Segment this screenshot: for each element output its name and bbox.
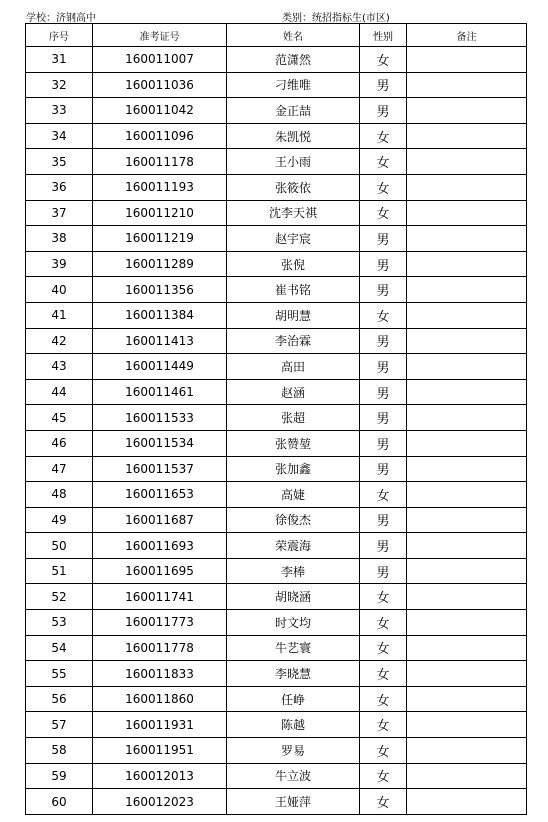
cell-name: 金正喆 (227, 98, 360, 124)
cell-gender: 女 (360, 200, 407, 226)
cell-name: 张赞堃 (227, 430, 360, 456)
cell-exam-id: 160011219 (93, 226, 227, 252)
cell-remarks (407, 456, 527, 482)
cell-exam-id: 160011687 (93, 507, 227, 533)
cell-name: 徐俊杰 (227, 507, 360, 533)
cell-exam-id: 160011534 (93, 430, 227, 456)
table-row (26, 200, 527, 226)
cell-name: 高田 (227, 354, 360, 380)
cell-index: 50 (26, 533, 93, 559)
table-row (26, 712, 527, 738)
cell-gender: 男 (360, 277, 407, 303)
cell-gender: 女 (360, 763, 407, 789)
cell-name: 崔书铭 (227, 277, 360, 303)
cell-remarks (407, 354, 527, 380)
cell-index: 42 (26, 328, 93, 354)
cell-index: 58 (26, 738, 93, 764)
cell-exam-id: 160012023 (93, 789, 227, 815)
cell-exam-id: 160011193 (93, 174, 227, 200)
table-row (26, 72, 527, 98)
cell-exam-id: 160011533 (93, 405, 227, 431)
cell-remarks (407, 226, 527, 252)
cell-index: 53 (26, 610, 93, 636)
cell-remarks (407, 430, 527, 456)
table-row (26, 277, 527, 303)
table-row (26, 251, 527, 277)
cell-name: 张筱依 (227, 174, 360, 200)
cell-remarks (407, 302, 527, 328)
cell-remarks (407, 610, 527, 636)
cell-remarks (407, 558, 527, 584)
cell-index: 46 (26, 430, 93, 456)
cell-name: 胡明慧 (227, 302, 360, 328)
table-row (26, 405, 527, 431)
cell-index: 39 (26, 251, 93, 277)
cell-index: 56 (26, 686, 93, 712)
cell-name: 牛立波 (227, 763, 360, 789)
cell-name: 沈李天祺 (227, 200, 360, 226)
table-row (26, 302, 527, 328)
cell-index: 60 (26, 789, 93, 815)
cell-gender: 女 (360, 738, 407, 764)
cell-exam-id: 160011693 (93, 533, 227, 559)
cell-remarks (407, 533, 527, 559)
cell-remarks (407, 789, 527, 815)
cell-name: 张加鑫 (227, 456, 360, 482)
cell-exam-id: 160011007 (93, 47, 227, 73)
cell-exam-id: 160011653 (93, 482, 227, 508)
cell-gender: 女 (360, 635, 407, 661)
cell-gender: 男 (360, 533, 407, 559)
cell-name: 王娅萍 (227, 789, 360, 815)
cell-remarks (407, 174, 527, 200)
cell-gender: 女 (360, 123, 407, 149)
cell-remarks (407, 712, 527, 738)
cell-index: 45 (26, 405, 93, 431)
cell-exam-id: 160011210 (93, 200, 227, 226)
cell-exam-id: 160011036 (93, 72, 227, 98)
cell-remarks (407, 379, 527, 405)
cell-index: 47 (26, 456, 93, 482)
cell-index: 49 (26, 507, 93, 533)
cell-gender: 男 (360, 354, 407, 380)
cell-exam-id: 160011931 (93, 712, 227, 738)
cell-gender: 男 (360, 507, 407, 533)
table-row (26, 430, 527, 456)
cell-index: 44 (26, 379, 93, 405)
table-row (26, 379, 527, 405)
column-header-index: 序号 (26, 24, 93, 47)
cell-remarks (407, 661, 527, 687)
table-row (26, 98, 527, 124)
cell-index: 38 (26, 226, 93, 252)
cell-name: 范潇然 (227, 47, 360, 73)
cell-remarks (407, 277, 527, 303)
cell-remarks (407, 584, 527, 610)
cell-name: 朱凯悦 (227, 123, 360, 149)
cell-index: 59 (26, 763, 93, 789)
column-header-exam-id: 准考证号 (93, 24, 227, 47)
table-row (26, 482, 527, 508)
cell-remarks (407, 635, 527, 661)
cell-name: 高婕 (227, 482, 360, 508)
cell-exam-id: 160011951 (93, 738, 227, 764)
cell-exam-id: 160011537 (93, 456, 227, 482)
cell-gender: 女 (360, 661, 407, 687)
cell-gender: 女 (360, 610, 407, 636)
cell-gender: 男 (360, 328, 407, 354)
cell-remarks (407, 686, 527, 712)
cell-index: 41 (26, 302, 93, 328)
cell-gender: 男 (360, 558, 407, 584)
cell-exam-id: 160011384 (93, 302, 227, 328)
cell-gender: 女 (360, 482, 407, 508)
cell-gender: 男 (360, 72, 407, 98)
cell-index: 51 (26, 558, 93, 584)
cell-exam-id: 160012013 (93, 763, 227, 789)
cell-gender: 女 (360, 584, 407, 610)
table-header-row (26, 24, 527, 47)
cell-name: 张倪 (227, 251, 360, 277)
cell-exam-id: 160011860 (93, 686, 227, 712)
cell-exam-id: 160011778 (93, 635, 227, 661)
cell-gender: 女 (360, 712, 407, 738)
cell-exam-id: 160011289 (93, 251, 227, 277)
cell-gender: 男 (360, 98, 407, 124)
roster-table (25, 23, 527, 815)
cell-remarks (407, 200, 527, 226)
cell-name: 时文均 (227, 610, 360, 636)
cell-index: 34 (26, 123, 93, 149)
cell-name: 荣震海 (227, 533, 360, 559)
cell-name: 罗易 (227, 738, 360, 764)
cell-gender: 男 (360, 379, 407, 405)
cell-name: 陈越 (227, 712, 360, 738)
cell-index: 35 (26, 149, 93, 175)
cell-remarks (407, 98, 527, 124)
cell-remarks (407, 47, 527, 73)
cell-remarks (407, 251, 527, 277)
table-row (26, 533, 527, 559)
cell-gender: 男 (360, 456, 407, 482)
cell-index: 55 (26, 661, 93, 687)
table-row (26, 456, 527, 482)
cell-name: 任峥 (227, 686, 360, 712)
cell-exam-id: 160011042 (93, 98, 227, 124)
cell-gender: 男 (360, 405, 407, 431)
table-row (26, 47, 527, 73)
cell-gender: 男 (360, 251, 407, 277)
cell-name: 赵宇宸 (227, 226, 360, 252)
cell-index: 52 (26, 584, 93, 610)
cell-remarks (407, 328, 527, 354)
cell-remarks (407, 149, 527, 175)
cell-exam-id: 160011096 (93, 123, 227, 149)
cell-index: 43 (26, 354, 93, 380)
cell-name: 赵涵 (227, 379, 360, 405)
table-body (26, 47, 527, 815)
table-row (26, 354, 527, 380)
table-row (26, 174, 527, 200)
cell-gender: 男 (360, 430, 407, 456)
cell-gender: 女 (360, 174, 407, 200)
cell-remarks (407, 123, 527, 149)
column-header-name: 姓名 (227, 24, 360, 47)
cell-index: 48 (26, 482, 93, 508)
cell-name: 李治霖 (227, 328, 360, 354)
table-row (26, 686, 527, 712)
cell-exam-id: 160011695 (93, 558, 227, 584)
table-row (26, 584, 527, 610)
cell-exam-id: 160011413 (93, 328, 227, 354)
cell-remarks (407, 507, 527, 533)
cell-index: 33 (26, 98, 93, 124)
cell-remarks (407, 738, 527, 764)
cell-remarks (407, 405, 527, 431)
cell-index: 57 (26, 712, 93, 738)
cell-remarks (407, 763, 527, 789)
table-row (26, 507, 527, 533)
cell-index: 40 (26, 277, 93, 303)
cell-gender: 女 (360, 789, 407, 815)
cell-name: 牛艺寰 (227, 635, 360, 661)
cell-remarks (407, 482, 527, 508)
table-row (26, 149, 527, 175)
cell-index: 31 (26, 47, 93, 73)
table-row (26, 328, 527, 354)
cell-exam-id: 160011178 (93, 149, 227, 175)
cell-name: 李晓慧 (227, 661, 360, 687)
cell-name: 王小雨 (227, 149, 360, 175)
cell-exam-id: 160011741 (93, 584, 227, 610)
cell-exam-id: 160011449 (93, 354, 227, 380)
table-row (26, 661, 527, 687)
column-header-remarks: 备注 (407, 24, 527, 47)
cell-name: 胡晓涵 (227, 584, 360, 610)
cell-exam-id: 160011461 (93, 379, 227, 405)
school-label: 学校：济钢高中 (26, 13, 96, 24)
cell-gender: 女 (360, 47, 407, 73)
cell-name: 张超 (227, 405, 360, 431)
cell-index: 32 (26, 72, 93, 98)
cell-remarks (407, 72, 527, 98)
table-row (26, 763, 527, 789)
table-row (26, 610, 527, 636)
cell-index: 37 (26, 200, 93, 226)
cell-name: 刁维唯 (227, 72, 360, 98)
cell-gender: 男 (360, 226, 407, 252)
table-row (26, 635, 527, 661)
cell-name: 李棒 (227, 558, 360, 584)
cell-exam-id: 160011356 (93, 277, 227, 303)
cell-index: 36 (26, 174, 93, 200)
cell-gender: 女 (360, 686, 407, 712)
table-row (26, 123, 527, 149)
cell-index: 54 (26, 635, 93, 661)
category-label: 类别：统招指标生(市区) (282, 13, 390, 24)
cell-gender: 女 (360, 302, 407, 328)
cell-gender: 女 (360, 149, 407, 175)
table-row (26, 738, 527, 764)
cell-exam-id: 160011773 (93, 610, 227, 636)
cell-exam-id: 160011833 (93, 661, 227, 687)
table-row (26, 226, 527, 252)
column-header-gender: 性别 (360, 24, 407, 47)
table-row (26, 789, 527, 815)
table-row (26, 558, 527, 584)
